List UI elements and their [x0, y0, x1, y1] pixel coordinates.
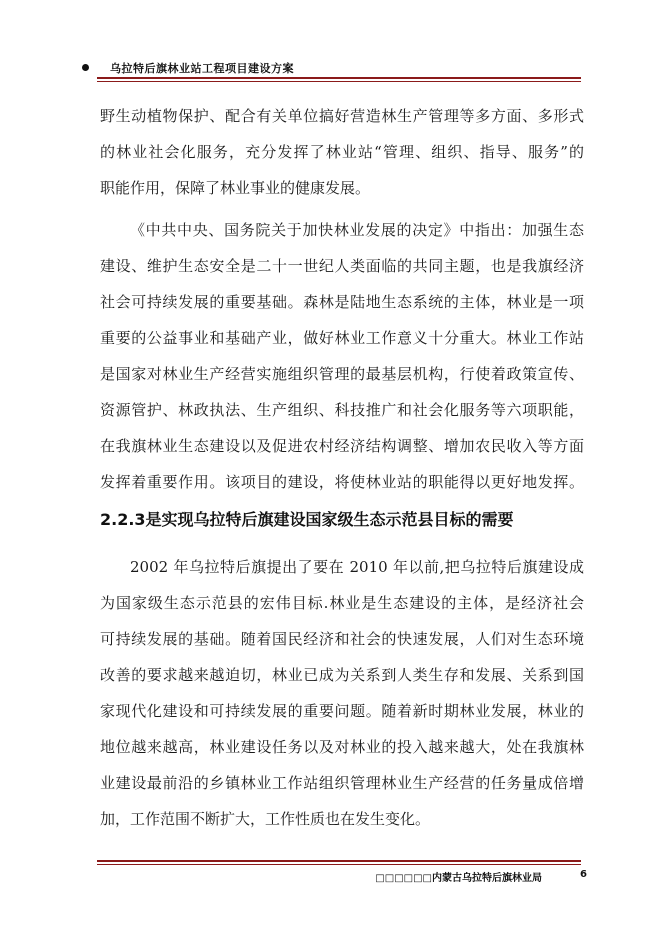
paragraph-line: 职能作用，保障了林业事业的健康发展。 — [100, 179, 371, 197]
paragraph-line: 《中共中央、国务院关于加快林业发展的决定》中指出：加强生态 — [130, 221, 584, 239]
paragraph-line: 地位越来越高，林业建设任务以及对林业的投入越来越大，处在我旗林 — [100, 738, 584, 756]
paragraph-line: 2002 年乌拉特后旗提出了要在 2010 年以前,把乌拉特后旗建设成 — [130, 558, 584, 576]
paragraph-line: 改善的要求越来越迫切，林业已成为关系到人类生存和发展、关系到国 — [100, 666, 584, 684]
paragraph-line: 发挥着重要作用。该项目的建设，将使林业站的职能得以更好地发挥。 — [100, 473, 584, 491]
footer-organization: □□□□□□内蒙古乌拉特后旗林业局 — [375, 873, 542, 884]
section-heading: 2.2.3是实现乌拉特后旗建设国家级生态示范县目标的需要 — [100, 510, 514, 529]
paragraph-line: 资源管护、林政执法、生产组织、科技推广和社会化服务等六项职能， — [100, 401, 584, 419]
paragraph-2 — [100, 212, 584, 500]
paragraph-line: 建设、维护生态安全是二十一世纪人类面临的共同主题，也是我旗经济 — [100, 257, 584, 275]
paragraph-line: 的林业社会化服务，充分发挥了林业站“管理、组织、指导、服务”的 — [100, 143, 584, 161]
paragraph-line: 加，工作范围不断扩大，工作性质也在发生变化。 — [100, 810, 431, 828]
paragraph-1 — [100, 98, 584, 206]
paragraph-3 — [100, 549, 584, 837]
header-title: 乌拉特后旗林业站工程项目建设方案 — [110, 62, 294, 75]
header-rule-thin — [97, 81, 581, 82]
header-rule-thick — [97, 77, 581, 79]
header-bullet — [82, 64, 89, 71]
paragraph-line: 为国家级生态示范县的宏伟目标.林业是生态建设的主体，是经济社会 — [100, 594, 584, 612]
paragraph-line: 是国家对林业生产经营实施组织管理的最基层机构，行使着政策宣传、 — [100, 365, 584, 383]
paragraph-line: 社会可持续发展的重要基础。森林是陆地生态系统的主体，林业是一项 — [100, 293, 584, 311]
paragraph-line: 野生动植物保护、配合有关单位搞好营造林生产管理等多方面、多形式 — [100, 107, 584, 125]
paragraph-line: 重要的公益事业和基础产业，做好林业工作意义十分重大。林业工作站 — [100, 329, 584, 347]
paragraph-line: 在我旗林业生态建设以及促进农村经济结构调整、增加农民收入等方面 — [100, 437, 584, 455]
footer-rule-thin — [97, 864, 581, 865]
footer-rule-thick — [97, 860, 581, 862]
paragraph-line: 家现代化建设和可持续发展的重要问题。随着新时期林业发展，林业的 — [100, 702, 584, 720]
paragraph-line: 可持续发展的基础。随着国民经济和社会的快速发展，人们对生态环境 — [100, 630, 584, 648]
page-number: 6 — [580, 869, 587, 880]
paragraph-line: 业建设最前沿的乡镇林业工作站组织管理林业生产经营的任务量成倍增 — [100, 774, 584, 792]
